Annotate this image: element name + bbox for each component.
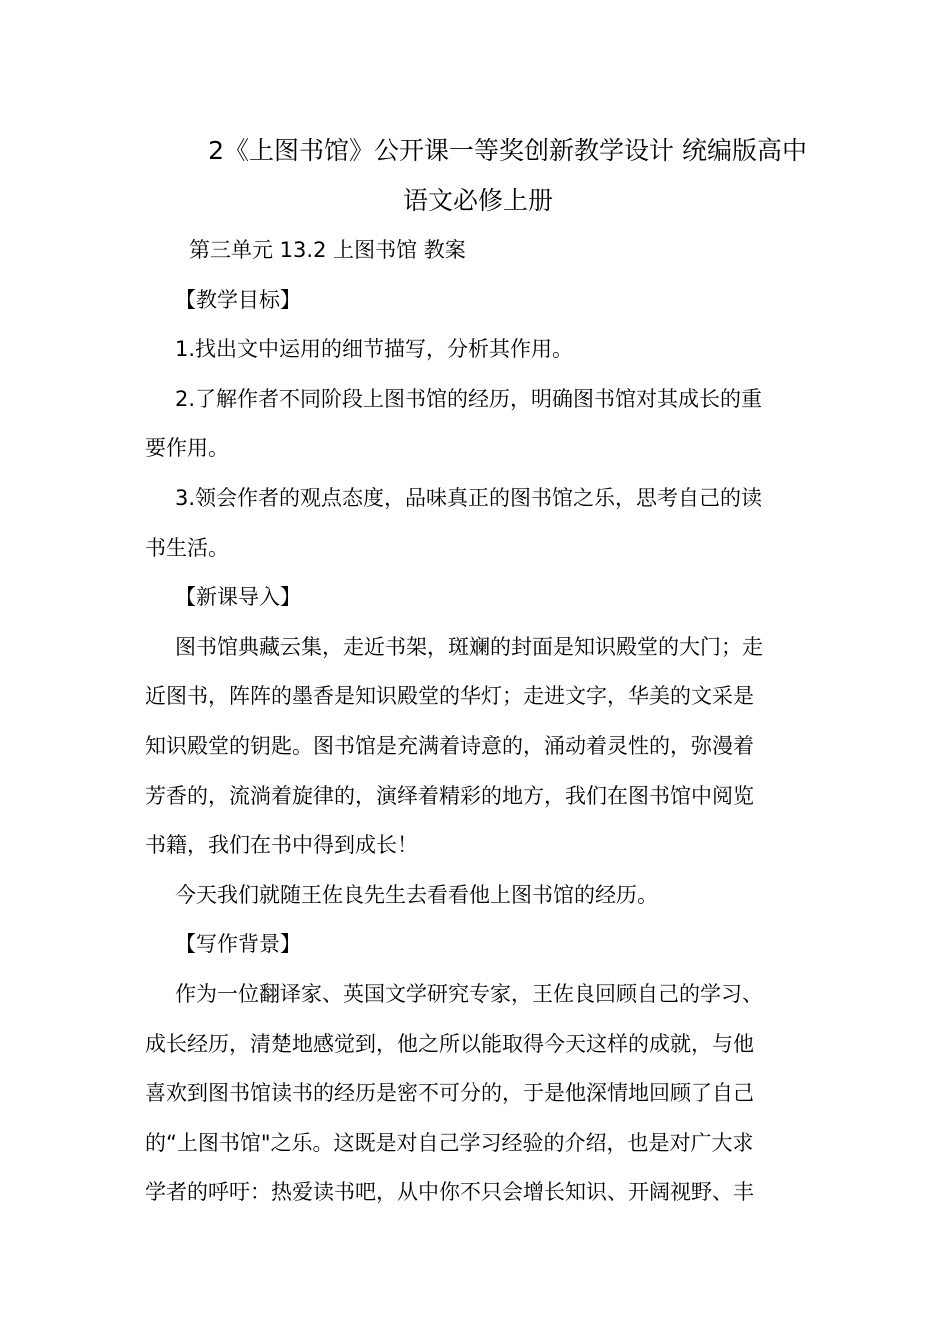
title-line-1: 2《上图书馆》公开课一等奖创新教学设计 统编版高中 [208,136,807,165]
document-title [145,126,807,226]
objective-2-line-2: 要作用。 [145,436,229,461]
background-heading: 【写作背景】 [175,932,301,957]
background-line-2: 成长经历，清楚地感觉到，他之所以能取得今天这样的成就，与他 [145,1031,754,1056]
objective-3-line-2: 书生活。 [145,535,229,560]
intro-p1-line-2: 近图书，阵阵的墨香是知识殿堂的华灯；走进文字，华美的文采是 [145,684,754,709]
background-line-3: 喜欢到图书馆读书的经历是密不可分的，于是他深情地回顾了自己 [145,1081,754,1106]
objective-1: 1.找出文中运用的细节描写，分析其作用。 [175,337,574,362]
intro-p1-line-1: 图书馆典藏云集，走近书架，斑斓的封面是知识殿堂的大门；走 [175,634,763,659]
objective-2-line-1: 2.了解作者不同阶段上图书馆的经历，明确图书馆对其成长的重 [175,386,763,411]
subtitle: 第三单元 13.2 上图书馆 教案 [189,238,466,262]
background-paragraph [145,970,807,1218]
background-line-4: 的“上图书馆"之乐。这既是对自己学习经验的介绍，也是对广大求 [145,1130,754,1155]
objective-3-line-1: 3.领会作者的观点态度，品味真正的图书馆之乐，思考自己的读 [175,485,763,510]
intro-p1-line-5: 书籍，我们在书中得到成长！ [145,833,418,858]
background-line-1: 作为一位翻译家、英国文学研究专家，王佐良回顾自己的学习、 [175,981,763,1006]
intro-paragraph-2: 今天我们就随王佐良先生去看看他上图书馆的经历。 [175,882,658,907]
objective-3 [145,474,807,573]
background-line-5: 学者的呼吁：热爱读书吧，从中你不只会增长知识、开阔视野、丰 [145,1180,754,1205]
objective-2 [145,375,807,474]
title-line-2: 语文必修上册 [402,186,553,215]
document-page [145,126,807,1218]
intro-p1-line-3: 知识殿堂的钥匙。图书馆是充满着诗意的，涌动着灵性的，弥漫着 [145,733,754,758]
objectives-heading: 【教学目标】 [175,287,301,312]
intro-heading: 【新课导入】 [175,585,301,610]
intro-p1-line-4: 芳香的，流淌着旋律的，演绎着精彩的地方，我们在图书馆中阅览 [145,783,754,808]
intro-paragraph-1 [145,623,807,871]
